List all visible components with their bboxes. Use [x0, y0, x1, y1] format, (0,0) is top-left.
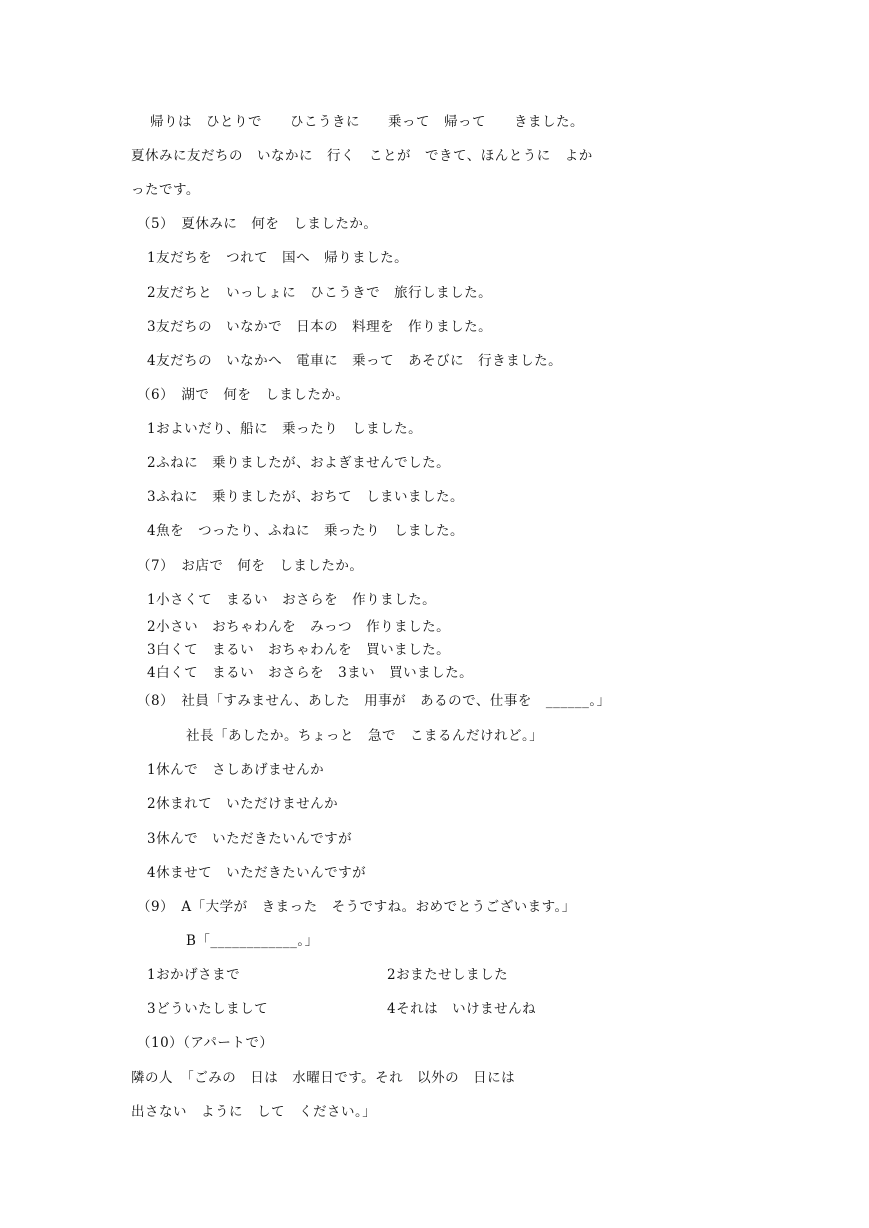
q5-option-3: 3友だちの いなかで 日本の 料理を 作りました。: [147, 319, 493, 335]
question-10: （10）（アパートで）: [137, 1035, 274, 1051]
question-9-line-2: B「____________。」: [186, 933, 319, 949]
passage-line-1: 帰りは ひとりで ひこうきに 乗って 帰って きました。: [136, 114, 584, 130]
passage-line-2: 夏休みに友だちの いなかに 行く ことが できて、ほんとうに よか: [131, 148, 593, 164]
q7-option-4: 4白くて まるい おさらを 3まい 買いました。: [147, 665, 474, 681]
q6-option-3: 3ふねに 乗りましたが、おちて しまいました。: [147, 489, 464, 505]
q7-option-1: 1小さくて まるい おさらを 作りました。: [147, 592, 437, 608]
q8-option-2: 2休まれて いただけませんか: [147, 796, 339, 812]
q6-option-4: 4魚を つったり、ふねに 乗ったり しました。: [147, 523, 464, 539]
q8-option-3: 3休んで いただきたいんですが: [147, 831, 353, 847]
q7-option-3: 3白くて まるい おちゃわんを 買いました。: [147, 642, 451, 658]
q10-line-1: 隣の人 「ごみの 日は 水曜日です。それ 以外の 日には: [131, 1070, 516, 1086]
question-8-line-1: （8） 社員「すみません、あした 用事が あるので、仕事を ______。」: [137, 693, 611, 709]
q6-option-1: 1およいだり、船に 乗ったり しました。: [147, 421, 423, 437]
q8-option-4: 4休ませて いただきたいんですが: [147, 865, 367, 881]
q10-line-2: 出さない ように して ください。」: [131, 1104, 377, 1120]
q9-option-1: 1おかげさまで: [147, 967, 241, 983]
question-8-line-2: 社長「あしたか。ちょっと 急で こまるんだけれど。」: [186, 728, 544, 744]
passage-line-3: ったです。: [131, 182, 200, 198]
q5-option-4: 4友だちの いなかへ 電車に 乗って あそびに 行きました。: [147, 353, 563, 369]
q5-option-1: 1友だちを つれて 国へ 帰りました。: [147, 250, 409, 266]
question-5: （5） 夏休みに 何を しましたか。: [137, 216, 378, 232]
q6-option-2: 2ふねに 乗りましたが、およぎませんでした。: [147, 455, 451, 471]
question-7: （7） お店で 何を しましたか。: [137, 558, 364, 574]
question-6: （6） 湖で 何を しましたか。: [137, 387, 350, 403]
q8-option-1: 1休んで さしあげませんか: [147, 762, 325, 778]
question-9-line-1: （9） A「大学が きまった そうですね。おめでとうございます。」: [137, 899, 576, 915]
q9-option-2: 2おまたせしました: [387, 967, 509, 983]
q9-option-3: 3どういたしまして: [147, 1001, 269, 1017]
q5-option-2: 2友だちと いっしょに ひこうきで 旅行しました。: [147, 285, 493, 301]
q9-option-4: 4それは いけませんね: [387, 1001, 537, 1017]
q7-option-2: 2小さい おちゃわんを みっつ 作りました。: [147, 619, 451, 635]
